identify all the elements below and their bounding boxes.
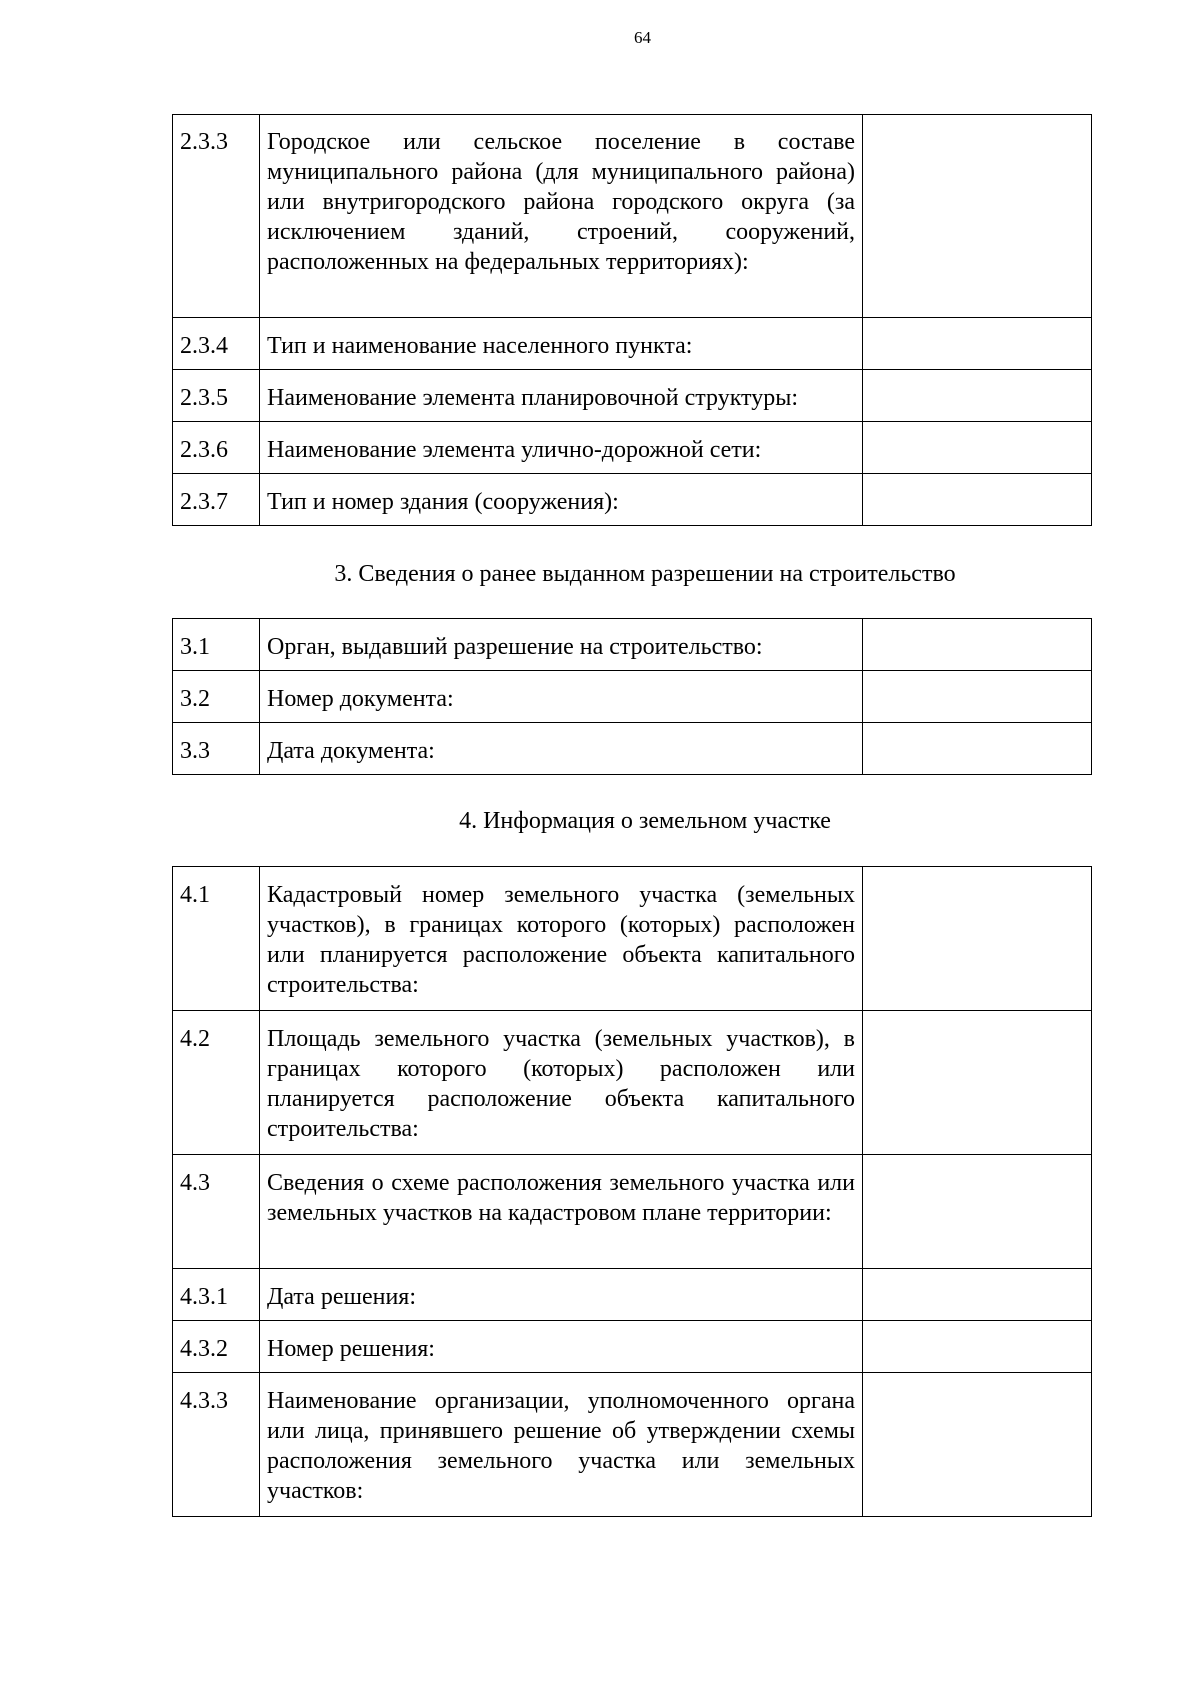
row-label: Площадь земельного участка (земельных участков), в границах которого (которых) расположен или планируется расположение объекта капитального строительства:	[260, 1011, 863, 1155]
land-plot-table	[172, 866, 1092, 1517]
page-number: 64	[634, 28, 651, 47]
table-row	[173, 318, 1092, 370]
row-value-field[interactable]	[863, 1269, 1092, 1321]
row-label: Дата решения:	[260, 1269, 863, 1321]
table-row	[173, 370, 1092, 422]
row-number: 2.3.5	[173, 370, 260, 422]
table-row	[173, 1155, 1092, 1269]
row-value-field[interactable]	[863, 318, 1092, 370]
row-label: Номер решения:	[260, 1321, 863, 1373]
row-value-field[interactable]	[863, 1321, 1092, 1373]
row-value-field[interactable]	[863, 1155, 1092, 1269]
row-label: Орган, выдавший разрешение на строительство:	[260, 619, 863, 671]
row-value-field[interactable]	[863, 115, 1092, 318]
row-label: Тип и номер здания (сооружения):	[260, 474, 863, 526]
row-value-field[interactable]	[863, 370, 1092, 422]
row-value-field[interactable]	[863, 474, 1092, 526]
row-number: 2.3.3	[173, 115, 260, 318]
row-label: Наименование элемента улично-дорожной сети:	[260, 422, 863, 474]
row-number: 4.1	[173, 867, 260, 1011]
row-label: Дата документа:	[260, 723, 863, 775]
section-4-heading: 4. Информация о земельном участке	[459, 808, 831, 834]
table-row	[173, 1373, 1092, 1517]
table-row	[173, 422, 1092, 474]
table-row	[173, 474, 1092, 526]
row-label: Тип и наименование населенного пункта:	[260, 318, 863, 370]
row-value-field[interactable]	[863, 867, 1092, 1011]
table-row	[173, 1011, 1092, 1155]
row-number: 4.3.3	[173, 1373, 260, 1517]
row-value-field[interactable]	[863, 1011, 1092, 1155]
permit-table	[172, 618, 1092, 775]
table-row	[173, 619, 1092, 671]
table-row	[173, 671, 1092, 723]
row-label: Наименование элемента планировочной структуры:	[260, 370, 863, 422]
row-number: 4.3	[173, 1155, 260, 1269]
section-3-heading: 3. Сведения о ранее выданном разрешении на строительство	[334, 561, 956, 587]
row-label: Сведения о схеме расположения земельного участка или земельных участков на кадастровом плане территории:	[260, 1155, 863, 1269]
table-row	[173, 1321, 1092, 1373]
address-table	[172, 114, 1092, 526]
row-value-field[interactable]	[863, 1373, 1092, 1517]
row-number: 3.2	[173, 671, 260, 723]
row-number: 3.3	[173, 723, 260, 775]
row-number: 2.3.4	[173, 318, 260, 370]
row-number: 3.1	[173, 619, 260, 671]
row-number: 4.3.1	[173, 1269, 260, 1321]
table-row	[173, 115, 1092, 318]
row-number: 4.2	[173, 1011, 260, 1155]
row-value-field[interactable]	[863, 422, 1092, 474]
row-value-field[interactable]	[863, 671, 1092, 723]
row-number: 2.3.6	[173, 422, 260, 474]
row-label: Городское или сельское поселение в составе муниципального района (для муниципального района) или внутригородского района городского округа (за исключением зданий, строений, сооружений, расположенных на федеральных территориях):	[260, 115, 863, 318]
table-row	[173, 723, 1092, 775]
row-value-field[interactable]	[863, 723, 1092, 775]
row-number: 2.3.7	[173, 474, 260, 526]
table-row	[173, 867, 1092, 1011]
row-value-field[interactable]	[863, 619, 1092, 671]
row-number: 4.3.2	[173, 1321, 260, 1373]
row-label: Наименование организации, уполномоченного органа или лица, принявшего решение об утверждении схемы расположения земельного участка или земельных участков:	[260, 1373, 863, 1517]
row-label: Номер документа:	[260, 671, 863, 723]
row-label: Кадастровый номер земельного участка (земельных участков), в границах которого (которых) расположен или планируется расположение объекта капитального строительства:	[260, 867, 863, 1011]
table-row	[173, 1269, 1092, 1321]
